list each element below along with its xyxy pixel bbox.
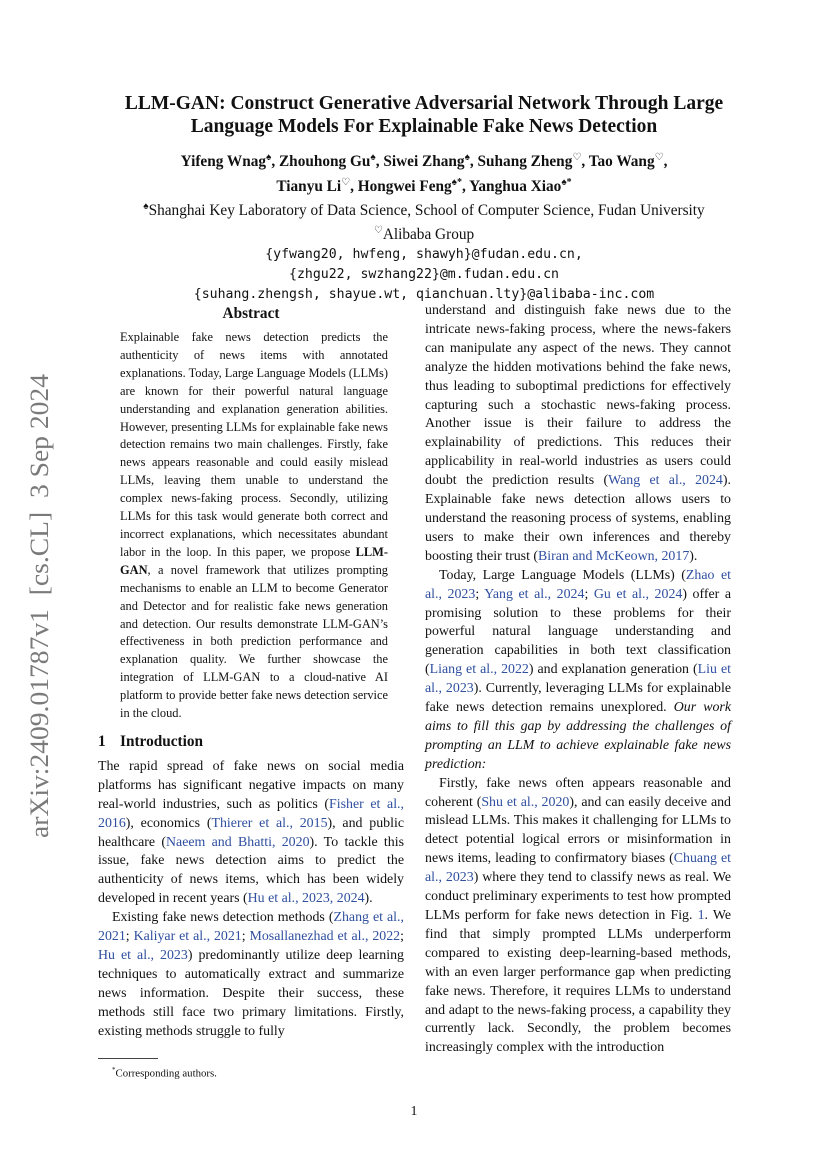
affiliation-mark: ♡	[373, 225, 383, 237]
footnote-text: Corresponding authors.	[115, 1067, 217, 1080]
section-title: Introduction	[120, 732, 204, 750]
author-separator: ,	[581, 153, 589, 171]
body-text: ), and public healthcare (	[98, 815, 404, 850]
author-name: Zhouhong Gu	[278, 153, 371, 171]
section-number: 1	[98, 732, 106, 750]
author-name: Yanghua Xiao	[469, 178, 562, 196]
body-text: ) predominantly utilize deep learning techniques to automatically extract and summarize news information. Despite their success, these methods still face two primary limitations. Firstly, existing methods struggle to fully	[98, 948, 404, 1039]
author-separator: ,	[350, 178, 358, 196]
body-text: ;	[475, 586, 485, 602]
abstract-text: Explainable fake news detection predicts the authenticity of news items with annotated explanations. Today, Large Language Models (LLMs) are known for their powerful natural language understanding and explanation generation abilities. However, presenting LLMs for explainable fake news detection remains two main challenges. Firstly, fake news appears reasonable and could easily mislead LLMs, leaving them unable to understand the complex news-faking process. Secondly, utilizing LLMs for this task would generate both correct and incorrect explanations, which necessitates abundant labor in the loop. In this paper, we propose LLM-GAN, a novel framework that utilizes prompting mechanisms to enable an LLM to become Generator and Detector and for realistic fake news generation and detection. Our results demonstrate LLM-GAN’s effectiveness in both prediction performance and explanation quality. We further showcase the integration of LLM-GAN to a cloud-native AI platform to provide better fake news detection service in the cloud.	[120, 330, 388, 721]
citation-link[interactable]: Gu et al., 2024	[593, 586, 683, 602]
intro-paragraph-3	[425, 302, 731, 567]
author-affiliation-mark: ♡	[654, 152, 664, 163]
body-text: ;	[241, 929, 250, 945]
citation-link[interactable]: Zhao et al., 2023	[425, 567, 731, 602]
body-text: ;	[400, 929, 404, 945]
email-list	[84, 245, 764, 305]
body-text: ). Explainable fake news detection allows users to understand the reasoning process of systems, enabling users to make their own inferences and thereby boosting their trust (	[425, 473, 731, 564]
author-affiliation-mark: ♠	[266, 152, 272, 163]
author-name: Siwei Zhang	[383, 153, 465, 171]
body-text: ;	[125, 929, 134, 945]
citation-link[interactable]: Chuang et al., 2023	[425, 851, 731, 886]
email-line[interactable]: {zhgu22, swzhang22}@m.fudan.edu.cn	[289, 267, 559, 283]
citation-link[interactable]: 1	[697, 908, 705, 923]
affiliation-alibaba	[84, 221, 764, 245]
intro-paragraph-2	[98, 909, 404, 1041]
body-text: ;	[584, 586, 594, 602]
body-text: ) where they tend to classify news as real. We conduct preliminary experiments to test how prompted LLMs perform for fake news detection in Fig.	[425, 870, 731, 923]
right-column	[425, 302, 731, 1058]
title-line-1: LLM-GAN: Construct Generative Adversarial Network Through Large	[124, 93, 724, 114]
footnote-mark: *	[112, 1066, 116, 1074]
author-name: Hongwei Feng	[357, 178, 452, 196]
author-name: Yifeng Wnag	[180, 153, 267, 171]
author-name: Tao Wang	[588, 153, 655, 171]
author-name: Suhang Zheng	[477, 153, 573, 171]
title-line-2: Language Models For Explainable Fake News Detection	[190, 116, 658, 137]
citation-link[interactable]: Liang et al., 2022	[429, 662, 529, 678]
body-text: ). To tackle this issue, fake news detection aims to predict the authenticity of news items, which has been widely developed in recent years (	[98, 834, 404, 907]
email-line[interactable]: {yfwang20, hwfeng, shawyh}@fudan.edu.cn,	[265, 247, 583, 263]
author-affiliation-mark: ♡	[341, 177, 351, 189]
intro-paragraph-4	[425, 567, 731, 775]
intro-paragraph-5	[425, 775, 731, 1059]
paper-header	[84, 92, 764, 305]
citation-link[interactable]: Biran and McKeown, 2017	[538, 548, 690, 564]
body-text: ).	[689, 548, 698, 564]
author-separator: ,	[271, 153, 279, 171]
citation-link[interactable]: Zhang et al., 2021	[98, 910, 404, 945]
citation-link[interactable]: Hu et al., 2023, 2024	[247, 891, 365, 907]
citation-link[interactable]: Fisher et al., 2016	[98, 796, 405, 831]
email-line[interactable]: {suhang.zhengsh, shayue.wt, qianchuan.lty}@alibaba-inc.com	[193, 287, 655, 303]
citation-link[interactable]: Thierer et al., 2015	[211, 815, 328, 831]
body-text: . We find that simply prompted LLMs underperform compared to existing deep-learning-based methods, with an even larger performance gap when predicting fake news. Therefore, it requires LLMs to understand and adapt to the news-faking process, a capability they currently lack. Secondly, the problem becomes increasingly complex with the introduction	[425, 908, 732, 1056]
author-affiliation-mark: ♡	[572, 152, 582, 163]
abstract-heading: Abstract	[222, 305, 280, 322]
author-list	[84, 147, 764, 197]
citation-link[interactable]: Mosallanezhad et al., 2022	[249, 929, 401, 945]
citation-link[interactable]: Wang et al., 2024	[608, 473, 723, 489]
author-separator: ,	[469, 153, 478, 171]
author-affiliation-mark: ♠	[370, 152, 376, 163]
citation-link[interactable]: Hu et al., 2023	[98, 948, 188, 963]
affiliation-fudan	[84, 197, 764, 221]
affiliation-text: Shanghai Key Laboratory of Data Science, School of Computer Science, Fudan University	[148, 202, 705, 220]
authors-line-2	[84, 172, 764, 197]
body-text: Today, Large Language Models (LLMs) (	[439, 567, 686, 583]
paper-title	[84, 92, 764, 138]
framework-name: LLM-GAN	[120, 544, 388, 577]
body-text: ), and can easily deceive and mislead LLMs. This makes it challenging for LLMs to detect potential logical errors or misinformation in news items, leading to confirmatory biases (	[425, 794, 732, 867]
body-text: Firstly, fake news often appears reasonable and coherent (	[425, 775, 731, 810]
arxiv-stamp	[16, 372, 60, 840]
citation-link[interactable]: Liu et al., 2023	[425, 662, 731, 697]
author-separator: ,	[461, 178, 470, 196]
author-separator: ,	[375, 153, 384, 171]
left-column	[98, 302, 404, 1042]
author-name: Tianyu Li	[276, 178, 342, 196]
body-text: Existing fake news detection methods (	[112, 910, 334, 926]
arxiv-stamp-text: arXiv:2409.01787v1 [cs.CL] 3 Sep 2024	[24, 391, 54, 838]
body-text: The rapid spread of fake news on social media platforms has significant negative impacts on many real-world industries, such as politics (	[98, 758, 404, 812]
body-text: understand and distinguish fake news due to the intricate news-faking process, where the news-fakers can manipulate any aspect of the news. They cannot analyze the hidden motivations behind the fake news, thus leading to suboptimal predictions for effectively capturing such a stochastic news-faking process. Another issue is their failure to address the explainability of predictions. This reduces their applicability in real-world industries as users could doubt the prediction results (	[425, 303, 731, 489]
body-text: ) offer a promising solution to these problems for their powerful natural language understanding and generation capabilities in both text classification (	[425, 586, 732, 678]
author-affiliation-mark: ♠*	[561, 177, 572, 189]
citation-link[interactable]: Shu et al., 2020	[481, 794, 570, 810]
body-text: ), economics (	[125, 815, 212, 831]
affiliation-mark: ♠	[143, 201, 149, 213]
body-text: ).	[364, 891, 373, 907]
intro-paragraph-1	[98, 758, 404, 909]
affiliation-text: Alibaba Group	[382, 226, 475, 244]
emphasis-text: Our work aims to fill this gap by addressing the challenges of prompting an LLM to achieve explainable fake news prediction:	[425, 700, 732, 772]
citation-link[interactable]: Naeem and Bhatti, 2020	[166, 834, 310, 850]
section-heading-introduction	[98, 733, 404, 751]
citation-link[interactable]: Kaliyar et al., 2021	[133, 929, 242, 945]
footnote-rule	[98, 1058, 158, 1059]
body-text: ). Currently, leveraging LLMs for explainable fake news detection remains unexplored.	[425, 681, 731, 716]
citation-link[interactable]: Yang et al., 2024	[484, 586, 585, 602]
author-separator: ,	[663, 153, 668, 171]
authors-line-1	[84, 147, 764, 172]
author-affiliation-mark: ♠	[464, 152, 470, 163]
page-number: 1	[410, 1104, 418, 1119]
footnote	[112, 1063, 217, 1081]
author-affiliation-mark: ♠*	[451, 177, 462, 189]
body-text: ) and explanation generation (	[528, 662, 698, 678]
